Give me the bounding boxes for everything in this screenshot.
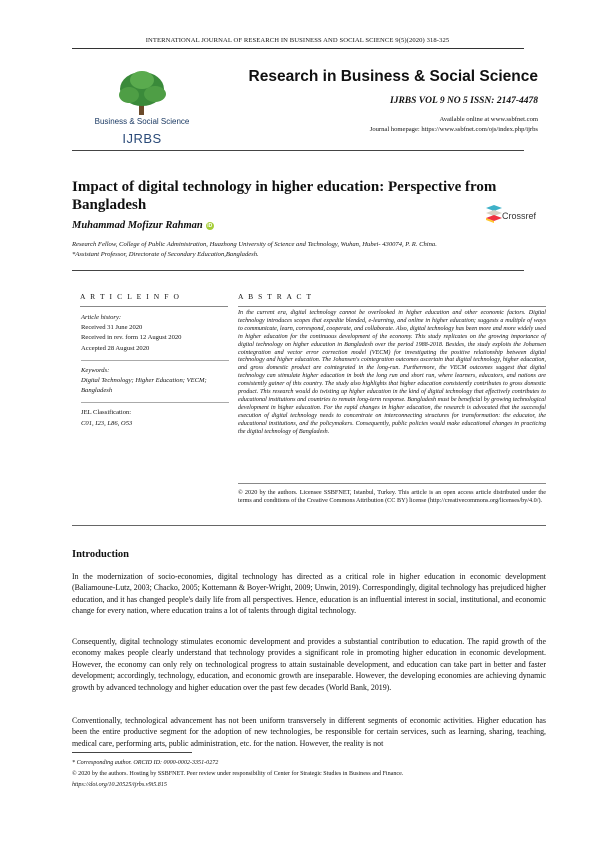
article-info-heading: A R T I C L E I N F O: [80, 292, 181, 301]
keywords-block: [81, 366, 231, 397]
accepted-date: Accepted 28 August 2020: [81, 344, 150, 352]
hosting-note: © 2020 by the authors. Hosting by SSBFNET. Peer review under responsibility of Center for Strategic Studies in Business and Finance.: [72, 771, 404, 777]
running-head: INTERNATIONAL JOURNAL OF RESEARCH IN BUSINESS AND SOCIAL SCIENCE 9(5)(2020) 318-325: [145, 37, 450, 44]
article-info-rule: [80, 306, 228, 307]
crossref-icon: [486, 205, 502, 223]
journal-name: Research in Business & Social Science: [248, 68, 538, 85]
abstract-heading: A B S T R A C T: [238, 292, 313, 301]
volume-issn-line: IJRBS VOL 9 NO 5 ISSN: 2147-4478: [390, 96, 538, 106]
intro-paragraph-1: In the modernization of socio-economies, digital technology has directed as a critical role in higher education in economic development (Baliamoune-Lutz, 2003; Chacko, 2005; Kottemann & Boyer-Wright, 2009; Unwin, 2019). Correspondingly, digital technology has prejudiced higher education, and it has changed people's daily life from all perspectives. Hence, education is an influential interest in social, institutional, and economic change for every nation, where education trains a lot of talents through digital technology.: [72, 572, 546, 616]
author-name: [72, 220, 214, 231]
logo-text: Business & Social Science: [94, 117, 190, 126]
crossref-label: Crossref: [502, 211, 537, 221]
orcid-icon[interactable]: iD: [207, 223, 213, 229]
received-date: Received 31 June 2020: [81, 324, 143, 332]
info-divider: [81, 360, 229, 361]
affiliation-separator: [72, 270, 524, 271]
article-title: Impact of digital technology in higher education: Perspective from Bangladesh: [72, 179, 497, 213]
affiliation-1: Research Fellow, College of Public Administration, Huazhong University of Science and Technology, Wuhan, Hubei- 430074, P. R. China.: [72, 241, 437, 248]
info-divider: [81, 402, 229, 403]
corresponding-author-note: * Corresponding author. ORCID ID: 0000-0002-3351-0272: [72, 760, 219, 766]
header-rule: [72, 48, 524, 49]
intro-paragraph-3: Conventionally, technological advancement has not been uniform transversely in different segments of economic activities. Higher education has been the entire productive segment for the adoption of new technologies, be responsible for certain services, such as learning, sharing, teaching, medical care, performing arts, public administration, etc. for the nation. However, the reality is not: [72, 716, 546, 748]
footnote-rule: [72, 752, 192, 753]
jel-block: [81, 408, 231, 428]
affiliations: [72, 240, 532, 260]
doi-link[interactable]: https://doi.org/10.20525/ijrbs.v9i5.815: [72, 782, 167, 788]
article-info-panel: [81, 313, 231, 435]
crossref-badge[interactable]: [486, 205, 546, 225]
introduction-heading: Introduction: [72, 549, 129, 560]
license-rule: [238, 483, 546, 484]
keywords-list: Digital Technology; Higher Education; VECM; Bangladesh: [81, 377, 207, 395]
history-label: Article history:: [81, 314, 122, 321]
jel-codes: C01, I23, L86, O53: [81, 419, 133, 427]
front-matter-rule: [72, 525, 546, 526]
available-online-link[interactable]: Available online at www.ssbfnet.com: [439, 116, 538, 123]
keywords-label: Keywords:: [81, 366, 110, 374]
revised-date: Received in rev. form 12 August 2020: [81, 334, 182, 342]
jel-label: JEL Classification:: [81, 409, 132, 417]
article-history: [81, 313, 231, 354]
abstract-rule: [238, 306, 546, 307]
intro-paragraph-2: Consequently, digital technology stimulates economic development and provides a substantial contribution to education. The rapid growth of the economy makes people clearly understand that technology provides a significant role in promoting higher education in economic development. However, the economy can only rely on technological progress to attain sustainable development, and education can take part in better and faster development; accordingly, technology, education, and economic growth are inseparable. However, the developing economies are achieving dynamic growth by advanced technology and higher education over the past few decades (World Bank, 2019).: [72, 637, 546, 692]
author-name-text: Muhammad Mofizur Rahman: [72, 220, 203, 231]
logo-abbreviation: IJRBS: [122, 131, 162, 146]
abstract-text: In the current era, digital technology cannot be overlooked in higher education and other economic factors. Digital technology introduces scopes that expedite blended, e-learning, and online in higher education; suggests a multiple of ways to communicate, learn, correspond, cooperate, and collaborate. Also, digital technology has been more and more widely used in higher education for the continuous development of the economy. This study replicates on the growing importance of digital technology on higher education in Bangladesh over the period 1988-2018. Besides, the study exploits the Johansen cointegration and vector error correction model (VECM) for investigating the positive relationship between digital technology and higher education. The Johansen's cointegration outcomes ascertain that digital technology, higher education, and gross domestic product are cointegrated in the long-run. Furthermore, the VECM outcomes suggest that digital technology can stimulate higher education in both the long run and short run, where learners, educators, and nations are consistently gainer of this country. The study also highlights that higher education consistently contributes to gross domestic product. This research would do twisting up higher education in the kind of digital technology that effectively contributes to educational institutions and countries to remain long-term response. Bangladesh must be beneficial by growing technological development in higher education. For the rapid changes in higher education, the research is advocated that the successful execution of digital technology needs to concentrate on interconnecting structures for transformation: the educator, the educational institutions, and the policymakers. Consequently, public policies would make educational changes in practicing the digital technology of Bangladesh.: [238, 310, 546, 435]
header-separator: [72, 150, 524, 151]
journal-homepage-link[interactable]: Journal homepage: https://www.ssbfnet.com/ojs/index.php/ijrbs: [369, 126, 538, 133]
affiliation-2: *Assistant Professor, Directorate of Secondary Education,Bangladesh.: [72, 251, 259, 258]
license-text: © 2020 by the authors. Licensee SSBFNET, Istanbul, Turkey. This article is an open access article distributed under the terms and conditions of the Creative Commons Attribution (CC BY) license (http://creativecommons.org/licenses/by/4.0/).: [238, 489, 546, 505]
